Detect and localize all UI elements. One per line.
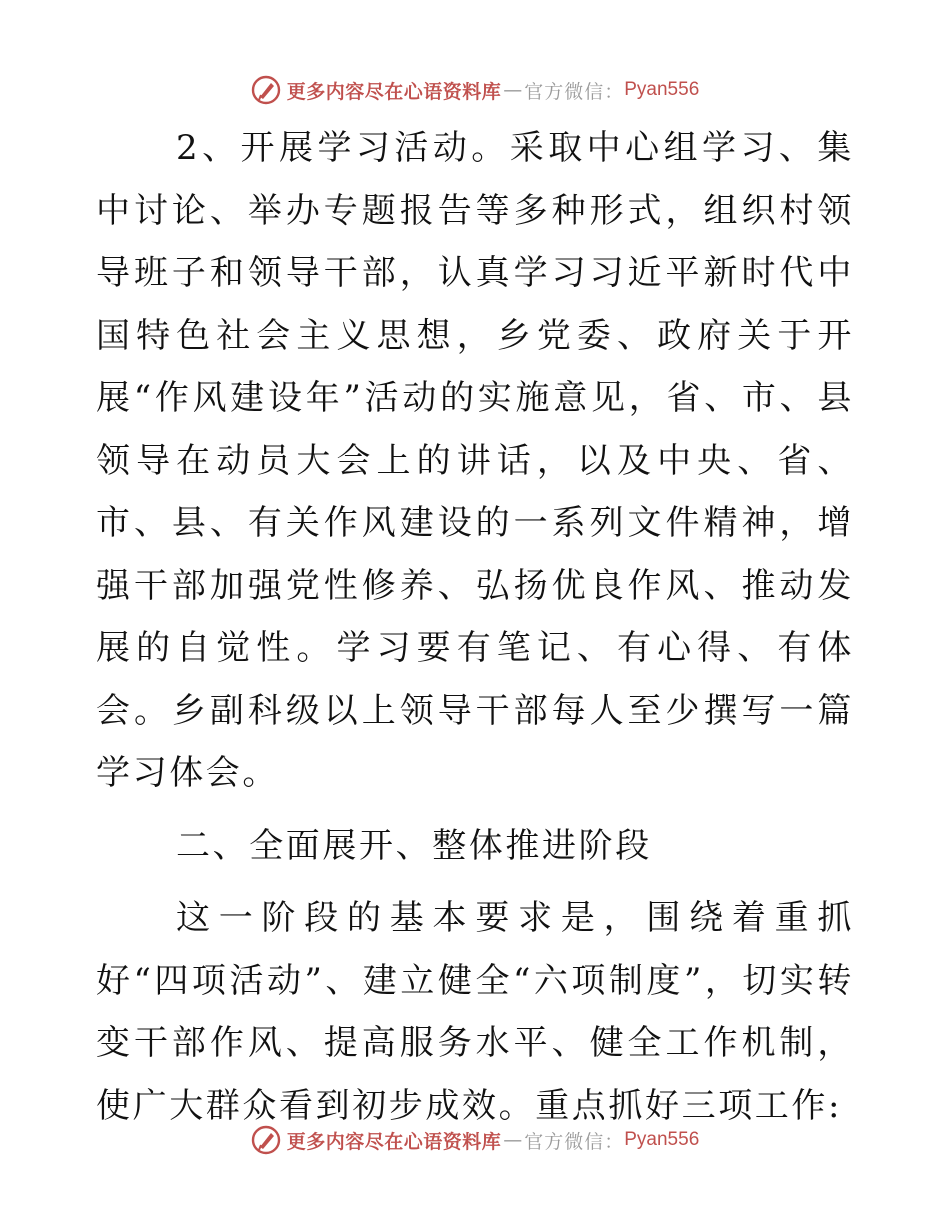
watermark-wechat-label: 官方微信：: [524, 1130, 625, 1153]
quill-pen-icon: [251, 1125, 281, 1155]
watermark-separator: —: [503, 79, 523, 101]
watermark-wechat-id: Pyan556: [624, 79, 700, 100]
document-body: [96, 117, 854, 1137]
watermark-site-text: 更多内容尽在心语资料库: [286, 80, 502, 103]
watermark-separator: —: [503, 1129, 523, 1151]
section-heading-phase-two: 二、全面展开、整体推进阶段: [176, 825, 652, 866]
quill-pen-icon: [251, 75, 281, 105]
paragraph-study-activities: 2、开展学习活动。采取中心组学习、集中讨论、举办专题报告等多种形式，组织村领导班子和领导干部，认真学习习近平新时代中国特色社会主义思想，乡党委、政府关于开展“作风建设年”活动的实施意见，省、市、县领导在动员大会上的讲话，以及中央、省、市、县、有关作风建设的一系列文件精神，增强干部加强党性修养、弘扬优良作风、推动发展的自觉性。学习要有笔记、有心得、有体会。乡副科级以上领导干部每人至少撰写一篇学习体会。: [96, 128, 854, 793]
watermark-wechat-label: 官方微信：: [524, 80, 625, 103]
watermark-site-text: 更多内容尽在心语资料库: [286, 1130, 502, 1153]
header-watermark: [0, 70, 950, 110]
paragraph-phase-two-requirements: 这一阶段的基本要求是，围绕着重抓好“四项活动”、建立健全“六项制度”，切实转变干部作风、提高服务水平、健全工作机制，使广大群众看到初步成效。重点抓好三项工作:: [96, 898, 854, 1126]
watermark-wechat-id: Pyan556: [624, 1129, 700, 1150]
footer-watermark: [0, 1120, 950, 1160]
